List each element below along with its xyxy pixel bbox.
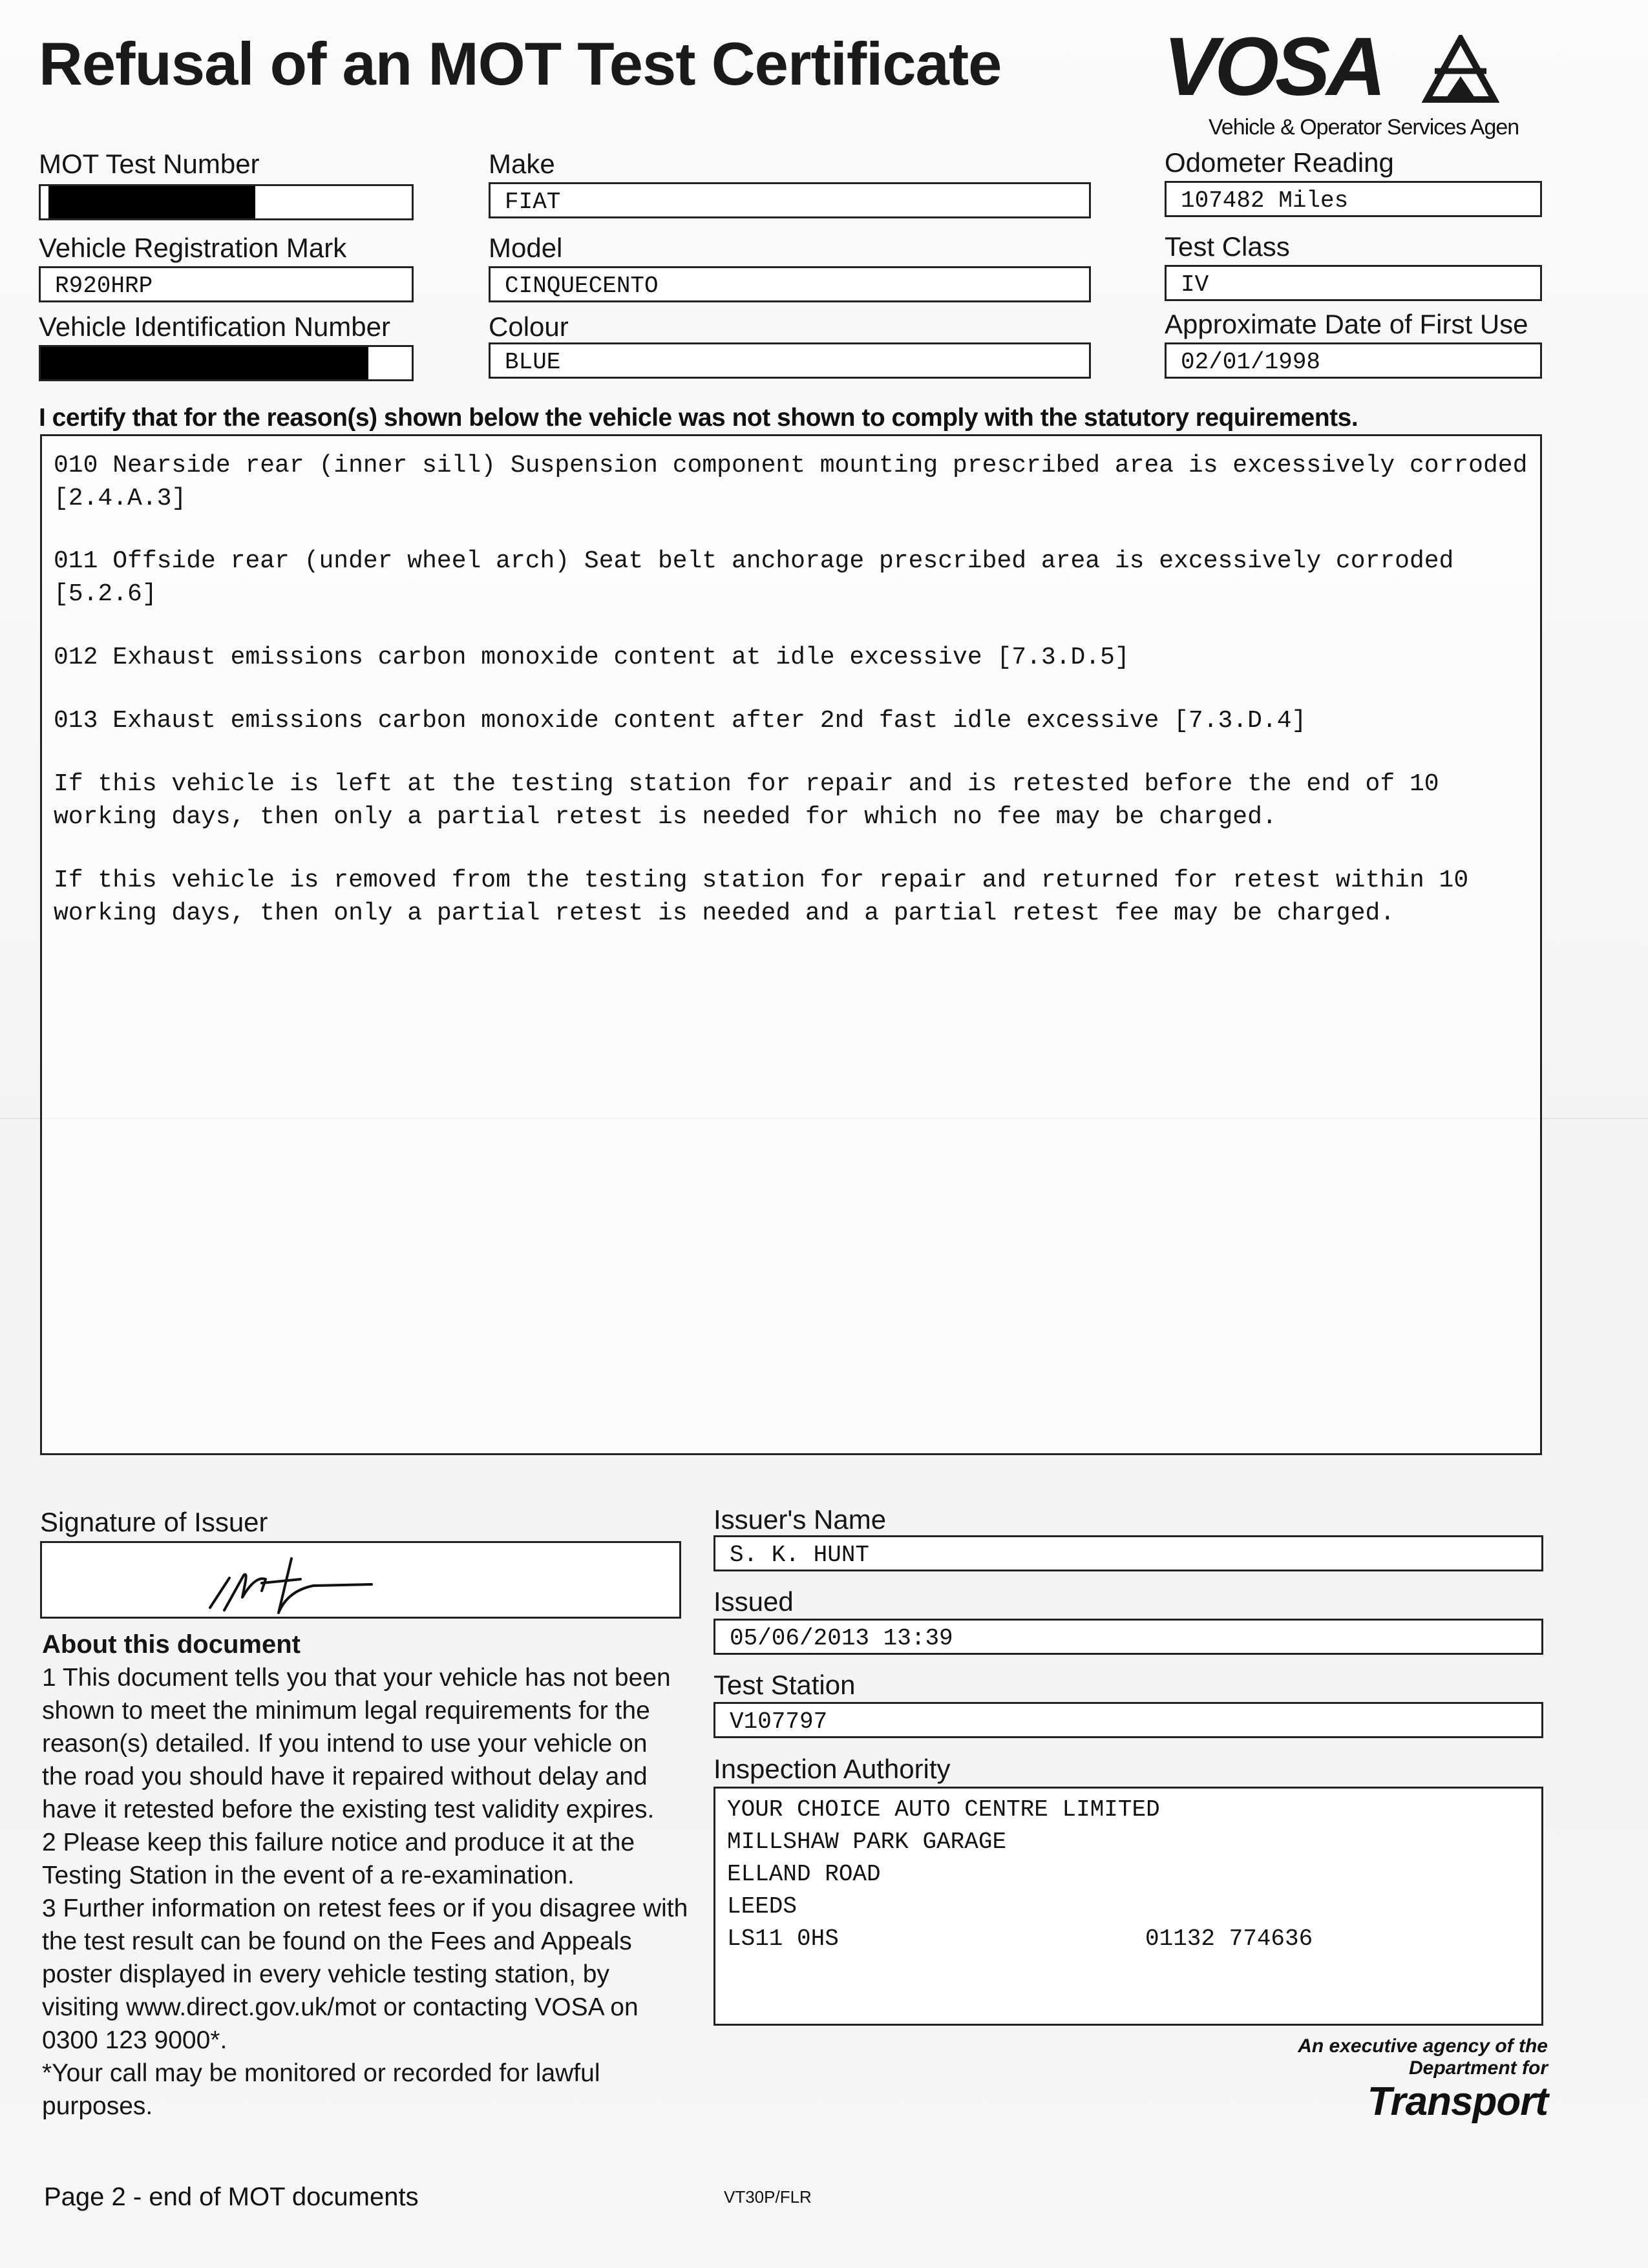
authority-line: LS11 0HS bbox=[727, 1926, 839, 1952]
vosa-logo-text: VOSA bbox=[1163, 21, 1382, 113]
about-title: About this document bbox=[42, 1630, 301, 1659]
authority-line: MILLSHAW PARK GARAGE bbox=[727, 1829, 1007, 1855]
odometer-label: Odometer Reading bbox=[1165, 147, 1394, 178]
dft-agency-mark bbox=[1298, 2035, 1548, 2125]
test-station-field: V107797 bbox=[713, 1702, 1543, 1738]
vosa-logo bbox=[1163, 21, 1525, 142]
make-field: FIAT bbox=[489, 182, 1091, 218]
agency-line: Department for bbox=[1408, 2057, 1548, 2079]
reason-item: 012 Exhaust emissions carbon monoxide content at idle excessive [7.3.D.5] bbox=[54, 644, 1130, 671]
about-paragraph: 1 This document tells you that your vehicle has not been shown to meet the minimum legal requirements for the reason(s) detailed. If you intend to use your vehicle on the road you should have it repaired without delay and have it retested before the existing test validity expires. bbox=[42, 1664, 671, 1823]
authority-line: ELLAND ROAD bbox=[727, 1861, 881, 1887]
make-label: Make bbox=[489, 149, 555, 179]
about-paragraph: 3 Further information on retest fees or if you disagree with the test result can be found on the Fees and Appeals poster displayed in every vehicle testing station, by visiting www.direct.gov.uk/mot or contacting VOSA on 0300 123 9000*. bbox=[42, 1895, 688, 2054]
inspection-authority-label: Inspection Authority bbox=[713, 1754, 951, 1784]
authority-phone: 01132 774636 bbox=[1145, 1926, 1313, 1952]
agency-line: An executive agency of the bbox=[1298, 2035, 1548, 2057]
about-section bbox=[42, 1628, 688, 2123]
test-station-label: Test Station bbox=[713, 1670, 856, 1700]
first-use-field: 02/01/1998 bbox=[1165, 342, 1542, 379]
first-use-label: Approximate Date of First Use bbox=[1165, 309, 1528, 339]
issuer-name-label: Issuer's Name bbox=[713, 1504, 887, 1535]
colour-field: BLUE bbox=[489, 342, 1091, 379]
inspection-authority-box bbox=[713, 1787, 1543, 2026]
vin-field bbox=[39, 345, 414, 381]
reason-item: 010 Nearside rear (inner sill) Suspension component mounting prescribed area is excessively corroded [2.4.A.3] bbox=[54, 452, 1543, 512]
transport-wordmark: Transport bbox=[1367, 2079, 1548, 2124]
document-title: Refusal of an MOT Test Certificate bbox=[39, 30, 1002, 98]
registration-field: R920HRP bbox=[39, 266, 414, 302]
vosa-triangle-icon bbox=[1422, 35, 1499, 106]
issued-field: 05/06/2013 13:39 bbox=[713, 1619, 1543, 1655]
model-label: Model bbox=[489, 233, 563, 263]
mot-test-number-label: MOT Test Number bbox=[39, 149, 260, 179]
about-paragraph: 2 Please keep this failure notice and produce it at the Testing Station in the event of a re-examination. bbox=[42, 1829, 635, 1889]
reason-item: 013 Exhaust emissions carbon monoxide content after 2nd fast idle excessive [7.3.D.4] bbox=[54, 707, 1307, 735]
mot-test-number-redaction bbox=[48, 186, 255, 220]
mot-test-number-field bbox=[39, 184, 414, 220]
test-class-field: IV bbox=[1165, 265, 1542, 301]
about-paragraph: *Your call may be monitored or recorded for lawful purposes. bbox=[42, 2059, 600, 2120]
agency-subtitle: Vehicle & Operator Services Agen bbox=[1209, 115, 1519, 140]
vin-label: Vehicle Identification Number bbox=[39, 311, 390, 342]
form-code: VT30P/FLR bbox=[724, 2187, 812, 2207]
retest-note: If this vehicle is left at the testing station for repair and is retested before the end of 10 working days, then only a partial retest is needed for which no fee may be charged. bbox=[54, 770, 1454, 831]
authority-line: YOUR CHOICE AUTO CENTRE LIMITED bbox=[727, 1796, 1160, 1823]
issuer-signature bbox=[165, 1546, 385, 1617]
retest-note: If this vehicle is removed from the testing station for repair and returned for retest within 10 working days, then only a partial retest is needed and a partial retest fee may be charged. bbox=[54, 866, 1483, 927]
certify-statement: I certify that for the reason(s) shown below the vehicle was not shown to comply with the statutory requirements. bbox=[39, 404, 1358, 432]
signature-box bbox=[40, 1541, 681, 1619]
model-field: CINQUECENTO bbox=[489, 266, 1091, 302]
signature-label: Signature of Issuer bbox=[40, 1507, 268, 1537]
test-class-label: Test Class bbox=[1165, 231, 1290, 262]
reasons-box bbox=[40, 434, 1542, 1455]
reason-item: 011 Offside rear (under wheel arch) Seat belt anchorage prescribed area is excessively corroded [5.2.6] bbox=[54, 547, 1469, 608]
colour-label: Colour bbox=[489, 311, 569, 342]
authority-line: LEEDS bbox=[727, 1893, 798, 1920]
page-footer: Page 2 - end of MOT documents bbox=[44, 2183, 419, 2211]
registration-label: Vehicle Registration Mark bbox=[39, 233, 347, 263]
vin-redaction bbox=[39, 345, 368, 381]
odometer-field: 107482 Miles bbox=[1165, 181, 1542, 217]
issued-label: Issued bbox=[713, 1586, 794, 1617]
issuer-name-field: S. K. HUNT bbox=[713, 1535, 1543, 1571]
